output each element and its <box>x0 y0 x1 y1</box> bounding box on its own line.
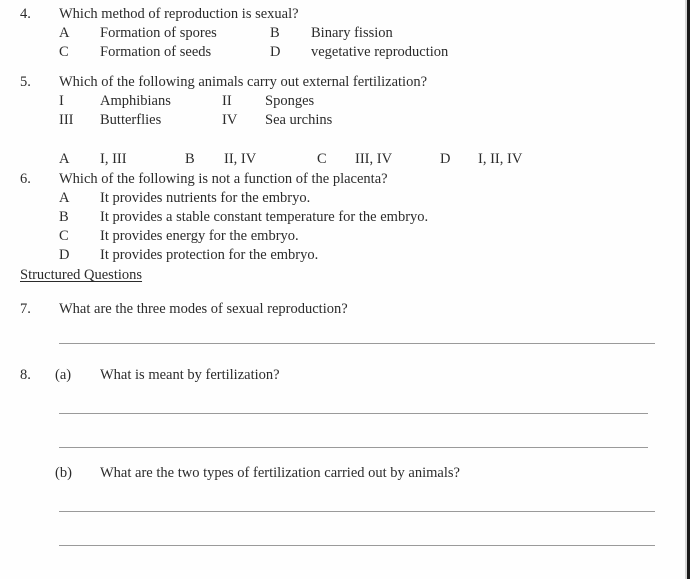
question-8-part-b-stem: What are the two types of fertilization carried out by animals? <box>100 465 460 481</box>
question-4-option-d-text[interactable]: vegetative reproduction <box>311 44 449 60</box>
question-7-stem: What are the three modes of sexual reproduction? <box>59 301 348 317</box>
question-6-option-a-text[interactable]: It provides nutrients for the embryo. <box>100 190 311 206</box>
question-4-number: 4. <box>20 6 31 22</box>
question-8-part-a-row <box>0 366 690 385</box>
question-8-number: 8. <box>20 367 31 383</box>
question-4-option-b-text[interactable]: Binary fission <box>311 25 393 41</box>
question-5-item-row-1 <box>0 92 690 111</box>
question-4-option-b-letter: B <box>270 25 280 41</box>
question-7 <box>0 300 690 319</box>
question-6-option-c-text[interactable]: It provides energy for the embryo. <box>100 228 299 244</box>
question-8-part-a-stem: What is meant by fertilization? <box>100 367 280 383</box>
question-6-option-d-text[interactable]: It provides protection for the embryo. <box>100 247 319 263</box>
question-5-choice-a-text[interactable]: I, III <box>100 151 127 167</box>
question-6-option-d-letter: D <box>59 247 70 263</box>
question-6-option-b-text[interactable]: It provides a stable constant temperature for the embryo. <box>100 209 429 225</box>
question-4-option-c-text[interactable]: Formation of seeds <box>100 44 212 60</box>
question-6-option-b <box>0 208 690 227</box>
question-6-stem: Which of the following is not a function of the placenta? <box>59 171 388 187</box>
question-6-option-d <box>0 246 690 265</box>
question-4 <box>0 5 690 62</box>
question-5-choice-strip <box>0 150 690 169</box>
question-4-option-a-letter: A <box>59 25 70 41</box>
question-5-choice-d-text[interactable]: I, II, IV <box>478 151 523 167</box>
question-8b-answer-line-1[interactable] <box>59 511 655 512</box>
question-5-item-ii-text: Sponges <box>265 93 315 109</box>
question-4-option-row-1 <box>0 24 690 43</box>
question-7-answer-line-1[interactable] <box>59 343 655 344</box>
question-6-option-b-letter: B <box>59 209 69 225</box>
question-5-choice-c-text[interactable]: III, IV <box>355 151 393 167</box>
question-6-option-a-letter: A <box>59 190 70 206</box>
question-5-choice-d-letter: D <box>440 151 451 167</box>
question-5-item-iv-text: Sea urchins <box>265 112 333 128</box>
question-7-stem-row <box>0 300 690 319</box>
question-8b-answer-line-2[interactable] <box>59 545 655 546</box>
question-5-choice-b-letter: B <box>185 151 195 167</box>
question-8-part-b <box>0 464 690 483</box>
structured-questions-heading: Structured Questions <box>20 267 143 283</box>
question-6-option-c-letter: C <box>59 228 69 244</box>
question-5-stem-row <box>0 73 690 92</box>
question-6-option-a <box>0 189 690 208</box>
question-5-choice-a-letter: A <box>59 151 70 167</box>
question-7-number: 7. <box>20 301 31 317</box>
question-4-option-a-text[interactable]: Formation of spores <box>100 25 217 41</box>
question-4-option-row-2 <box>0 43 690 62</box>
question-8a-answer-line-1[interactable] <box>59 413 648 414</box>
question-5-item-i-text: Amphibians <box>100 93 171 109</box>
question-8-part-b-label: (b) <box>55 465 72 481</box>
question-5-item-iii-numeral: III <box>59 112 74 128</box>
question-5-item-ii-numeral: II <box>222 93 232 109</box>
question-8a-answer-line-2[interactable] <box>59 447 648 448</box>
question-5-item-iii-text: Butterflies <box>100 112 162 128</box>
question-8-part-b-row <box>0 464 690 483</box>
question-6 <box>0 170 690 265</box>
question-5-item-i-numeral: I <box>59 93 64 109</box>
question-6-number: 6. <box>20 171 31 187</box>
question-5-choice-c-letter: C <box>317 151 327 167</box>
question-6-option-c <box>0 227 690 246</box>
question-5 <box>0 73 690 169</box>
question-4-option-c-letter: C <box>59 44 69 60</box>
question-5-item-iv-numeral: IV <box>222 112 238 128</box>
question-4-option-d-letter: D <box>270 44 281 60</box>
question-6-stem-row <box>0 170 690 189</box>
question-5-stem: Which of the following animals carry out external fertilization? <box>59 74 428 90</box>
question-5-number: 5. <box>20 74 31 90</box>
question-5-item-row-2 <box>0 111 690 130</box>
question-8 <box>0 366 690 385</box>
question-4-stem-row <box>0 5 690 24</box>
question-8-part-a-label: (a) <box>55 367 72 383</box>
question-4-stem: Which method of reproduction is sexual? <box>59 6 299 22</box>
question-5-choice-b-text[interactable]: II, IV <box>224 151 257 167</box>
